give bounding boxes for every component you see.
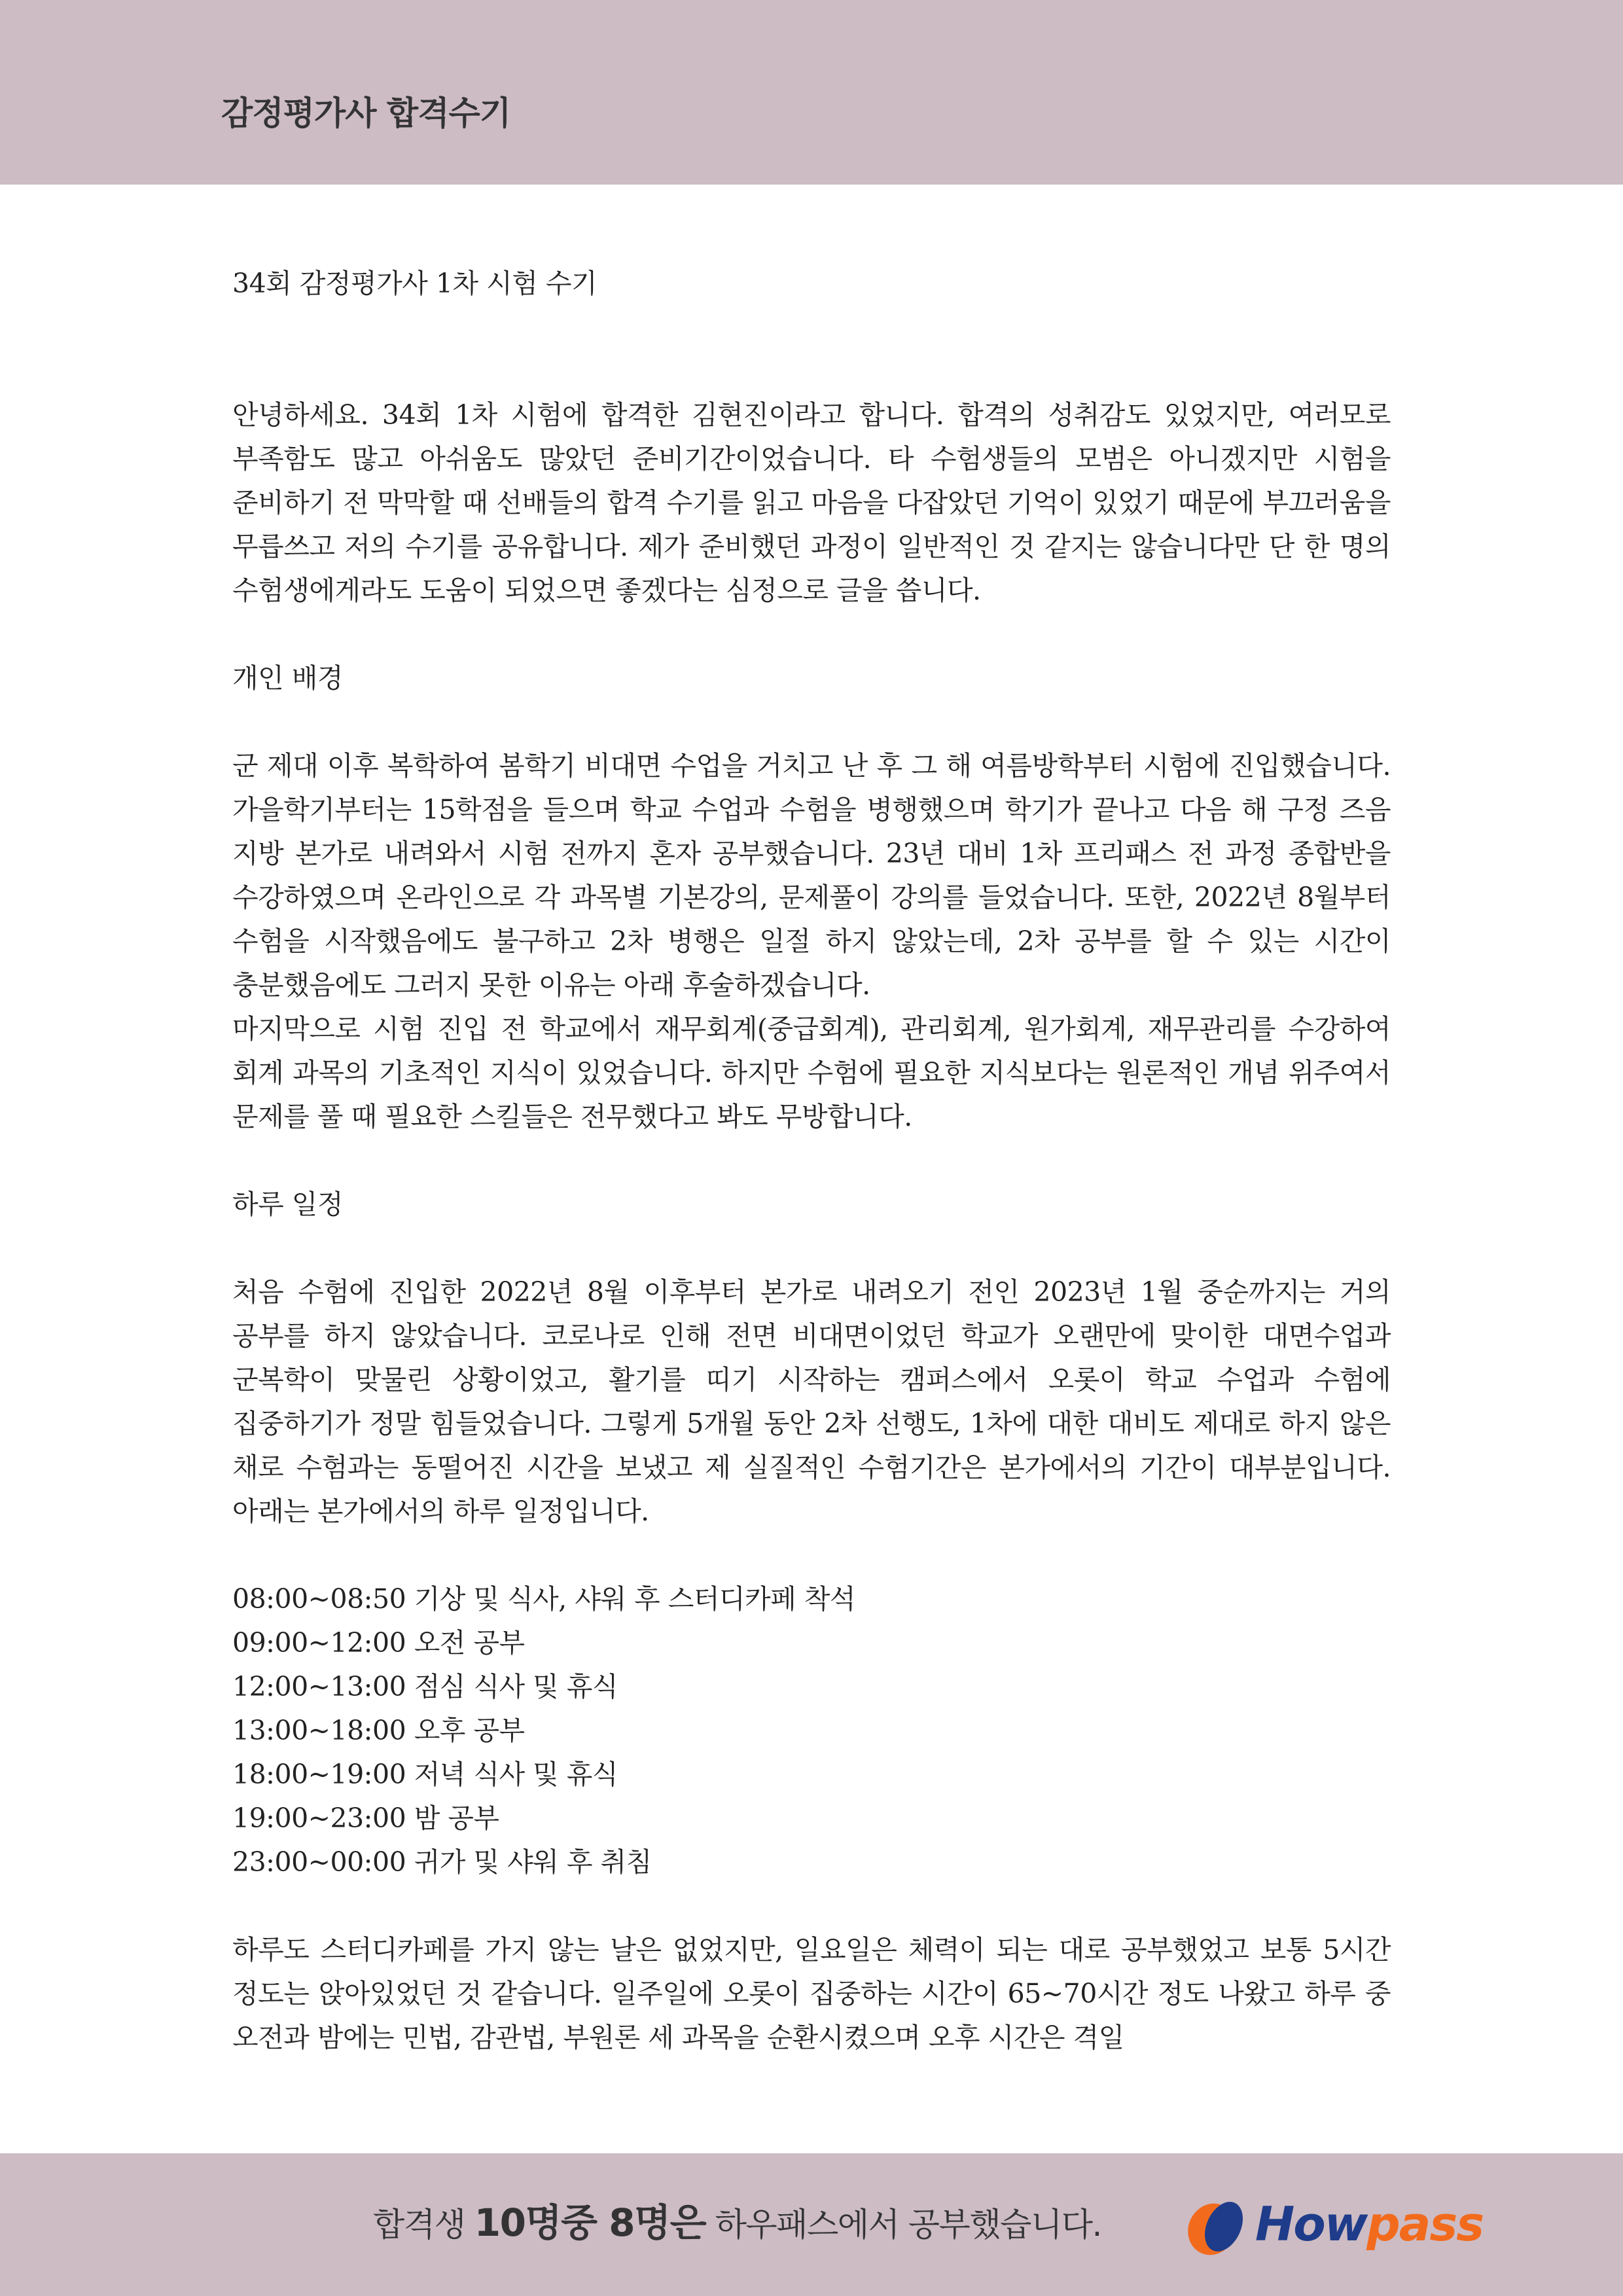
footer-slogan <box>373 2200 1101 2246</box>
footer-slogan-suffix: 하우패스에서 공부했습니다. <box>705 2206 1101 2244</box>
document-body <box>232 262 1391 2060</box>
footer-slogan-prefix: 합격생 <box>373 2206 474 2244</box>
schedule-item: 13:00~18:00 오후 공부 <box>232 1715 525 1746</box>
schedule-item: 23:00~00:00 귀가 및 샤워 후 취침 <box>232 1846 652 1878</box>
logo-text-pass: pass <box>1366 2197 1484 2251</box>
page-footer <box>0 2153 1623 2296</box>
footer-slogan-strong: 10명중 8명은 <box>474 2200 706 2245</box>
schedule-intro-paragraph: 처음 수험에 진입한 2022년 8월 이후부터 본가로 내려오기 전인 2023년 1월 중순까지는 거의 공부를 하지 않았습니다. 코로나로 인해 전면 비대면이었던 학교가 오랜만에 맞이한 대면수업과 군복학이 맞물린 상황이었고, 활기를 띠기 시작하는 캠퍼스에서 오롯이 학교 수업과 수험에 집중하기가 정말 힘들었습니다. 그렇게 5개월 동안 2차 선행도, 1차에 대한 대비도 제대로 하지 않은 채로 수험과는 동떨어진 시간을 보냈고 제 실질적인 수험기간은 본가에서의 기간이 대부분입니다. 아래는 본가에서의 하루 일정입니다. <box>232 1276 1391 1527</box>
page-header <box>0 0 1623 185</box>
schedule-item: 12:00~13:00 점심 식사 및 휴식 <box>232 1671 618 1702</box>
schedule-item: 19:00~23:00 밤 공부 <box>232 1803 499 1834</box>
section-heading-background: 개인 배경 <box>232 662 343 694</box>
background-paragraph-2: 마지막으로 시험 진입 전 학교에서 재무회계(중급회계), 관리회계, 원가회계, 재무관리를 수강하여 회계 과목의 기초적인 지식이 있었습니다. 하지만 수험에 필요한 지식보다는 원론적인 개념 위주여서 문제를 풀 때 필요한 스킬들은 전무했다고 봐도 무방합니다. <box>232 1013 1391 1132</box>
section-heading-daily-schedule: 하루 일정 <box>232 1189 343 1220</box>
spacer <box>232 1534 1391 1577</box>
schedule-list <box>232 1577 1391 1884</box>
background-paragraph-1: 군 제대 이후 복학하여 봄학기 비대면 수업을 거치고 난 후 그 해 여름방학부터 시험에 진입했습니다. 가을학기부터는 15학점을 들으며 학교 수업과 수험을 병행했으며 학기가 끝나고 다음 해 구정 즈음 지방 본가로 내려와서 시험 전까지 혼자 공부했습니다. 23년 대비 1차 프리패스 전 과정 종합반을 수강하였으며 온라인으로 각 과목별 기본강의, 문제풀이 강의를 들었습니다. 또한, 2022년 8월부터 수험을 시작했음에도 불구하고 2차 병행은 일절 하지 않았는데, 2차 공부를 할 수 있는 시간이 충분했음에도 그러지 못한 이유는 아래 후술하겠습니다. <box>232 750 1391 1001</box>
howpass-logo-icon <box>1185 2198 1250 2258</box>
schedule-item: 09:00~12:00 오전 공부 <box>232 1627 525 1659</box>
schedule-item: 18:00~19:00 저녁 식사 및 휴식 <box>232 1759 618 1790</box>
spacer <box>232 1884 1391 1928</box>
document-title: 34회 감정평가사 1차 시험 수기 <box>232 268 597 299</box>
schedule-after-paragraph: 하루도 스터디카페를 가지 않는 날은 없었지만, 일요일은 체력이 되는 대로 공부했었고 보통 5시간 정도는 앉아있었던 것 같습니다. 일주일에 오롯이 집중하는 시간이 65~70시간 정도 나왔고 하루 중 오전과 밤에는 민법, 감관법, 부원론 세 과목을 순환시켰으며 오후 시간은 격일 <box>232 1934 1391 2053</box>
howpass-logo <box>1185 2193 1486 2258</box>
schedule-item: 08:00~08:50 기상 및 식사, 샤워 후 스터디카페 착석 <box>232 1583 856 1615</box>
logo-text-how: How <box>1255 2197 1367 2251</box>
howpass-logo-text <box>1255 2197 1484 2251</box>
header-title: 감정평가사 합격수기 <box>221 94 511 132</box>
intro-paragraph: 안녕하세요. 34회 1차 시험에 합격한 김현진이라고 합니다. 합격의 성취감도 있었지만, 여러모로 부족함도 많고 아쉬움도 많았던 준비기간이었습니다. 타 수험생들의 모범은 아니겠지만 시험을 준비하기 전 막막할 때 선배들의 합격 수기를 읽고 마음을 다잡았던 기억이 있었기 때문에 부끄러움을 무릅쓰고 저의 수기를 공유합니다. 제가 준비했던 과정이 일반적인 것 같지는 않습니다만 단 한 명의 수험생에게라도 도움이 되었으면 좋겠다는 심정으로 글을 씁니다. <box>232 399 1391 606</box>
